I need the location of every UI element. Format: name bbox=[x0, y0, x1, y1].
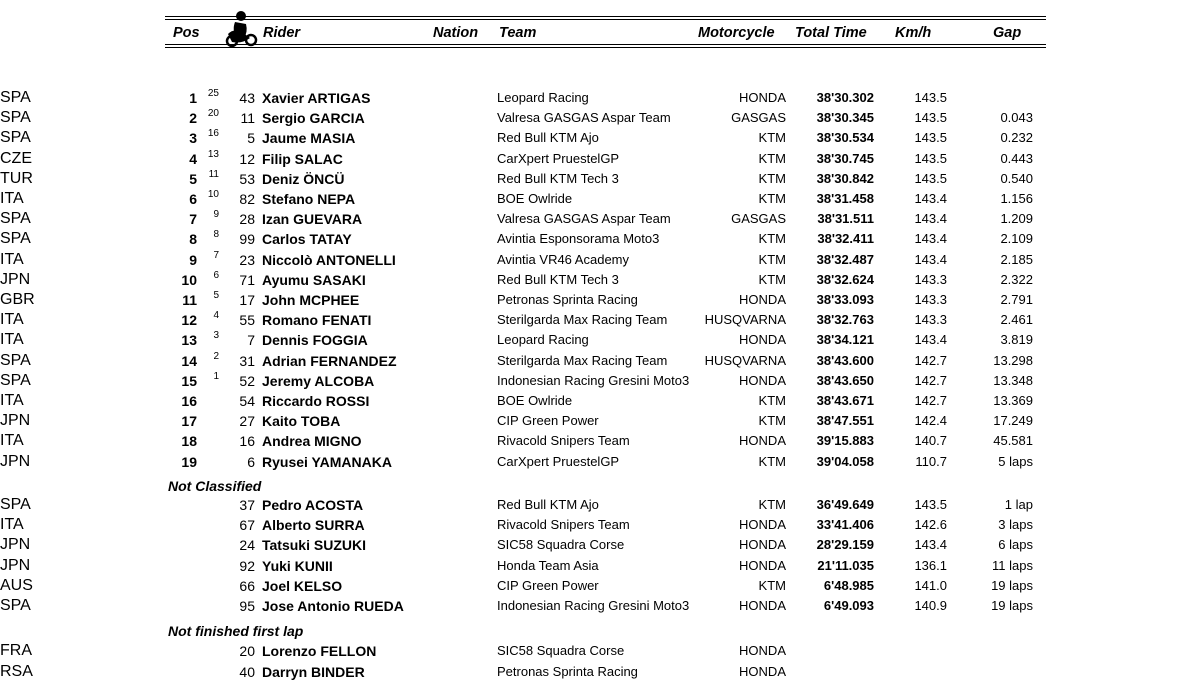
team-cell: Red Bull KTM Ajo bbox=[497, 497, 599, 512]
team-cell: Sterilgarda Max Racing Team bbox=[497, 312, 668, 328]
rider-number-cell: 40 bbox=[239, 663, 255, 680]
speed-cell: 142.7 bbox=[914, 393, 947, 408]
rider-number-cell: 28 bbox=[239, 211, 255, 228]
position-cell: 11 bbox=[182, 292, 197, 308]
total-time-cell: 6'48.985 bbox=[823, 577, 874, 593]
rider-name-cell: Filip SALAC bbox=[262, 150, 343, 167]
motorcycle-cell: KTM bbox=[758, 191, 786, 206]
team-cell: Red Bull KTM Tech 3 bbox=[497, 170, 619, 186]
team-cell: CarXpert PruestelGP bbox=[497, 453, 620, 469]
nation-cell: JPN bbox=[0, 536, 31, 554]
nation-cell: SPA bbox=[0, 89, 31, 106]
table-row bbox=[0, 371, 1200, 391]
rider-name-cell: Niccolò ANTONELLI bbox=[262, 251, 396, 268]
table-row bbox=[0, 431, 1200, 451]
rider-number-cell: 17 bbox=[239, 292, 255, 308]
points-cell: 5 bbox=[213, 290, 219, 301]
nation-cell: ITA bbox=[0, 311, 24, 329]
gap-cell: 2.185 bbox=[1000, 251, 1033, 267]
team-cell: Leopard Racing bbox=[497, 90, 589, 105]
rider-name-cell: Deniz ÖNCÜ bbox=[262, 170, 345, 187]
gap-cell: 3 laps bbox=[998, 517, 1033, 533]
position-cell: 13 bbox=[181, 332, 197, 349]
team-cell: Avintia VR46 Academy bbox=[497, 251, 629, 267]
table-row bbox=[0, 495, 1200, 515]
header-top-rule-inner bbox=[165, 19, 1046, 20]
motorcycle-cell: KTM bbox=[758, 453, 786, 469]
not-classified-title: Not Classified bbox=[168, 478, 262, 494]
nation-cell: SPA bbox=[0, 371, 31, 389]
table-row bbox=[0, 128, 1200, 148]
table-row bbox=[0, 515, 1200, 535]
position-cell: 8 bbox=[189, 231, 197, 248]
speed-cell: 143.4 bbox=[914, 251, 947, 267]
points-cell: 16 bbox=[207, 128, 219, 140]
rider-number-cell: 24 bbox=[239, 537, 255, 554]
total-time-cell: 38'47.551 bbox=[816, 413, 874, 429]
total-time-cell: 38'43.600 bbox=[816, 352, 874, 368]
gap-cell: 13.348 bbox=[993, 372, 1033, 388]
nation-cell: CZE bbox=[0, 149, 32, 167]
rider-number-cell: 95 bbox=[239, 598, 255, 614]
total-time-cell: 38'31.458 bbox=[816, 191, 874, 206]
rider-name-cell: Adrian FERNANDEZ bbox=[262, 352, 397, 369]
rider-number-cell: 55 bbox=[239, 312, 255, 329]
rider-number-cell: 20 bbox=[239, 643, 255, 659]
rider-name-cell: Ryusei YAMANAKA bbox=[262, 453, 392, 470]
speed-cell: 140.7 bbox=[914, 433, 947, 449]
rider-name-cell: John MCPHEE bbox=[262, 292, 360, 308]
speed-cell: 141.0 bbox=[914, 577, 947, 593]
position-cell: 6 bbox=[189, 191, 197, 207]
nation-cell: RSA bbox=[0, 662, 33, 680]
motorcycle-cell: KTM bbox=[758, 251, 786, 267]
motorcycle-cell: HUSQVARNA bbox=[704, 312, 786, 328]
rider-name-cell: Ayumu SASAKI bbox=[262, 271, 366, 288]
nation-cell: SPA bbox=[0, 230, 31, 248]
rider-number-cell: 11 bbox=[240, 110, 255, 127]
gap-cell: 2.322 bbox=[1000, 271, 1033, 287]
table-row bbox=[0, 229, 1200, 249]
rider-name-cell: Izan GUEVARA bbox=[262, 211, 363, 228]
total-time-cell: 38'43.650 bbox=[816, 372, 874, 388]
speed-cell: 143.5 bbox=[914, 150, 947, 166]
table-row bbox=[0, 391, 1200, 411]
rider-name-cell: Jose Antonio RUEDA bbox=[262, 598, 404, 614]
points-cell: 4 bbox=[213, 310, 219, 322]
header-rider: Rider bbox=[263, 25, 301, 41]
nation-cell: ITA bbox=[0, 516, 24, 534]
rider-name-cell: Xavier ARTIGAS bbox=[262, 90, 371, 106]
rider-number-cell: 52 bbox=[239, 372, 255, 389]
speed-cell: 143.5 bbox=[914, 90, 947, 105]
position-cell: 12 bbox=[181, 312, 197, 329]
header-bottom-rule-inner bbox=[165, 47, 1046, 48]
speed-cell: 143.4 bbox=[914, 231, 947, 247]
rider-name-cell: Jeremy ALCOBA bbox=[262, 372, 375, 389]
position-cell: 14 bbox=[181, 352, 197, 369]
team-cell: Valresa GASGAS Aspar Team bbox=[497, 211, 671, 227]
motorcycle-cell: HONDA bbox=[739, 557, 786, 573]
total-time-cell: 38'30.745 bbox=[816, 150, 874, 166]
table-row bbox=[0, 270, 1200, 290]
nation-cell: FRA bbox=[0, 642, 32, 659]
speed-cell: 143.3 bbox=[914, 292, 947, 307]
rider-number-cell: 92 bbox=[239, 557, 255, 574]
rider-name-cell: Tatsuki SUZUKI bbox=[262, 537, 366, 554]
team-cell: Indonesian Racing Gresini Moto3 bbox=[497, 372, 690, 388]
total-time-cell: 28'29.159 bbox=[816, 537, 874, 553]
motorcycle-rider-icon bbox=[220, 8, 260, 48]
team-cell: Honda Team Asia bbox=[497, 557, 599, 573]
total-time-cell: 39'15.883 bbox=[816, 433, 874, 449]
motorcycle-cell: GASGAS bbox=[731, 211, 786, 227]
speed-cell: 142.7 bbox=[914, 372, 947, 388]
speed-cell: 136.1 bbox=[914, 557, 947, 573]
speed-cell: 110.7 bbox=[915, 453, 947, 469]
speed-cell: 142.4 bbox=[914, 413, 947, 429]
motorcycle-cell: KTM bbox=[758, 497, 786, 512]
rider-number-cell: 7 bbox=[247, 332, 255, 349]
motorcycle-cell: HONDA bbox=[739, 663, 786, 679]
team-cell: Red Bull KTM Tech 3 bbox=[497, 271, 619, 287]
rider-name-cell: Alberto SURRA bbox=[262, 517, 365, 534]
gap-cell: 1 lap bbox=[1004, 497, 1033, 512]
table-row bbox=[0, 452, 1200, 472]
header-gap: Gap bbox=[993, 25, 1022, 41]
nation-cell: GBR bbox=[0, 291, 35, 308]
speed-cell: 143.4 bbox=[914, 211, 947, 227]
speed-cell: 143.4 bbox=[914, 191, 947, 206]
team-cell: BOE Owlride bbox=[497, 393, 573, 408]
header-top-rule bbox=[165, 16, 1046, 17]
motorcycle-cell: KTM bbox=[758, 231, 786, 247]
rider-number-cell: 16 bbox=[239, 433, 255, 450]
rider-number-cell: 54 bbox=[239, 393, 255, 409]
motorcycle-cell: HONDA bbox=[739, 537, 786, 553]
total-time-cell: 38'30.345 bbox=[816, 110, 874, 126]
position-cell: 16 bbox=[181, 393, 197, 409]
nation-cell: SPA bbox=[0, 109, 31, 127]
nation-cell: SPA bbox=[0, 351, 31, 369]
header-bottom-rule bbox=[165, 44, 1046, 45]
nation-cell: ITA bbox=[0, 190, 24, 207]
gap-cell: 2.791 bbox=[1000, 292, 1033, 307]
team-cell: BOE Owlride bbox=[497, 191, 573, 206]
total-time-cell: 38'32.763 bbox=[816, 312, 874, 328]
total-time-cell: 38'32.624 bbox=[816, 271, 874, 287]
position-cell: 7 bbox=[189, 211, 197, 228]
table-row bbox=[0, 596, 1200, 616]
table-row bbox=[0, 250, 1200, 270]
total-time-cell: 38'30.302 bbox=[816, 90, 874, 105]
header-total-time: Total Time bbox=[795, 25, 867, 41]
nation-cell: AUS bbox=[0, 576, 33, 594]
rider-number-cell: 5 bbox=[247, 130, 255, 147]
table-row bbox=[0, 411, 1200, 431]
position-cell: 17 bbox=[181, 413, 197, 430]
gap-cell: 2.109 bbox=[1000, 231, 1033, 247]
speed-cell: 143.5 bbox=[914, 497, 947, 512]
gap-cell: 17.249 bbox=[993, 413, 1033, 429]
rider-name-cell: Pedro ACOSTA bbox=[262, 497, 364, 513]
speed-cell: 143.4 bbox=[914, 537, 947, 553]
motorcycle-cell: HONDA bbox=[739, 517, 786, 533]
total-time-cell: 38'34.121 bbox=[816, 332, 874, 348]
motorcycle-cell: KTM bbox=[758, 413, 786, 429]
rider-number-cell: 66 bbox=[239, 577, 255, 594]
gap-cell: 0.443 bbox=[1000, 150, 1033, 166]
total-time-cell: 38'32.411 bbox=[817, 231, 874, 247]
rider-number-cell: 23 bbox=[239, 251, 255, 268]
nation-cell: JPN bbox=[0, 452, 31, 470]
speed-cell: 143.5 bbox=[914, 170, 947, 186]
rider-name-cell: Yuki KUNII bbox=[262, 557, 333, 574]
motorcycle-cell: HUSQVARNA bbox=[704, 352, 786, 368]
points-cell: 6 bbox=[213, 269, 219, 281]
rider-name-cell: Lorenzo FELLON bbox=[262, 643, 377, 659]
nation-cell: TUR bbox=[0, 169, 33, 187]
points-cell: 10 bbox=[207, 189, 219, 200]
motorcycle-cell: HONDA bbox=[739, 372, 786, 388]
total-time-cell: 39'04.058 bbox=[816, 453, 874, 469]
team-cell: Leopard Racing bbox=[497, 332, 589, 348]
position-cell: 10 bbox=[181, 271, 197, 288]
total-time-cell: 36'49.649 bbox=[816, 497, 874, 512]
team-cell: Petronas Sprinta Racing bbox=[497, 663, 638, 679]
rider-name-cell: Riccardo ROSSI bbox=[262, 393, 370, 409]
team-cell: Indonesian Racing Gresini Moto3 bbox=[497, 598, 690, 613]
header-motorcycle: Motorcycle bbox=[698, 25, 775, 41]
team-cell: CIP Green Power bbox=[497, 577, 599, 593]
rider-name-cell: Jaume MASIA bbox=[262, 130, 356, 147]
points-cell: 2 bbox=[213, 350, 219, 362]
table-row bbox=[0, 290, 1200, 310]
header-nation: Nation bbox=[433, 25, 479, 41]
motorcycle-cell: HONDA bbox=[739, 332, 786, 348]
table-row bbox=[0, 330, 1200, 350]
gap-cell: 1.156 bbox=[1000, 191, 1033, 206]
gap-cell: 11 laps bbox=[992, 557, 1033, 573]
table-row bbox=[0, 535, 1200, 555]
nation-cell: ITA bbox=[0, 331, 24, 349]
total-time-cell: 38'30.842 bbox=[816, 170, 874, 186]
speed-cell: 143.5 bbox=[914, 110, 947, 126]
points-cell: 25 bbox=[207, 88, 219, 99]
team-cell: CIP Green Power bbox=[497, 413, 599, 429]
table-row bbox=[0, 576, 1200, 596]
speed-cell: 143.4 bbox=[914, 332, 947, 348]
table-row bbox=[0, 169, 1200, 189]
nation-cell: SPA bbox=[0, 210, 31, 228]
rider-number-cell: 82 bbox=[239, 191, 255, 207]
motorcycle-cell: HONDA bbox=[739, 90, 786, 105]
nation-cell: ITA bbox=[0, 250, 24, 268]
header-kmh: Km/h bbox=[895, 25, 932, 41]
nation-cell: ITA bbox=[0, 392, 24, 409]
team-cell: CarXpert PruestelGP bbox=[497, 150, 620, 166]
motorcycle-cell: HONDA bbox=[739, 292, 786, 307]
table-row bbox=[0, 149, 1200, 169]
team-cell: Petronas Sprinta Racing bbox=[497, 292, 638, 307]
motorcycle-cell: GASGAS bbox=[731, 110, 786, 126]
table-row bbox=[0, 209, 1200, 229]
points-cell: 8 bbox=[213, 229, 219, 241]
position-cell: 19 bbox=[181, 453, 197, 470]
points-cell: 11 bbox=[208, 168, 219, 180]
header-team: Team bbox=[499, 25, 537, 41]
header-pos: Pos bbox=[173, 25, 200, 41]
points-cell: 7 bbox=[213, 249, 219, 261]
table-row bbox=[0, 189, 1200, 209]
rider-number-cell: 67 bbox=[239, 517, 255, 534]
table-row bbox=[0, 641, 1200, 661]
points-cell: 20 bbox=[207, 108, 219, 120]
table-row bbox=[0, 88, 1200, 108]
total-time-cell: 38'30.534 bbox=[816, 130, 874, 146]
gap-cell: 13.369 bbox=[993, 393, 1033, 408]
motorcycle-cell: HONDA bbox=[739, 598, 786, 613]
motorcycle-cell: KTM bbox=[758, 130, 786, 146]
position-cell: 5 bbox=[189, 170, 197, 187]
motorcycle-cell: HONDA bbox=[739, 643, 786, 658]
position-cell: 2 bbox=[189, 110, 197, 127]
rider-number-cell: 12 bbox=[239, 150, 255, 167]
total-time-cell: 38'31.511 bbox=[817, 211, 874, 227]
gap-cell: 6 laps bbox=[998, 537, 1033, 553]
gap-cell: 5 laps bbox=[998, 453, 1033, 469]
gap-cell: 2.461 bbox=[1000, 312, 1033, 328]
nation-cell: SPA bbox=[0, 496, 31, 513]
rider-number-cell: 37 bbox=[239, 497, 255, 513]
motorcycle-cell: KTM bbox=[758, 393, 786, 408]
table-row bbox=[0, 108, 1200, 128]
position-cell: 1 bbox=[189, 90, 197, 106]
total-time-cell: 33'41.406 bbox=[816, 517, 874, 533]
table-row bbox=[0, 351, 1200, 371]
gap-cell: 13.298 bbox=[993, 352, 1033, 368]
gap-cell: 45.581 bbox=[993, 433, 1033, 449]
total-time-cell: 21'11.035 bbox=[817, 557, 874, 573]
total-time-cell: 6'49.093 bbox=[823, 598, 874, 613]
rider-number-cell: 6 bbox=[247, 453, 255, 470]
rider-name-cell: Romano FENATI bbox=[262, 312, 372, 329]
table-row bbox=[0, 310, 1200, 330]
team-cell: Avintia Esponsorama Moto3 bbox=[497, 231, 660, 247]
rider-number-cell: 31 bbox=[239, 352, 255, 369]
rider-name-cell: Carlos TATAY bbox=[262, 231, 352, 248]
speed-cell: 143.3 bbox=[914, 312, 947, 328]
points-cell: 9 bbox=[213, 209, 219, 221]
rider-name-cell: Sergio GARCIA bbox=[262, 110, 365, 127]
speed-cell: 142.6 bbox=[914, 517, 947, 533]
total-time-cell: 38'43.671 bbox=[816, 393, 874, 408]
team-cell: Rivacold Snipers Team bbox=[497, 517, 630, 533]
table-row bbox=[0, 556, 1200, 576]
rider-name-cell: Andrea MIGNO bbox=[262, 433, 362, 450]
speed-cell: 143.3 bbox=[914, 271, 947, 287]
gap-cell: 1.209 bbox=[1000, 211, 1033, 227]
gap-cell: 0.540 bbox=[1000, 170, 1033, 186]
gap-cell: 0.232 bbox=[1000, 130, 1033, 146]
nation-cell: JPN bbox=[0, 556, 31, 574]
team-cell: SIC58 Squadra Corse bbox=[497, 643, 625, 658]
rider-name-cell: Darryn BINDER bbox=[262, 663, 365, 680]
motorcycle-cell: HONDA bbox=[739, 433, 786, 449]
table-row bbox=[0, 662, 1200, 682]
rider-number-cell: 71 bbox=[239, 271, 255, 288]
team-cell: Sterilgarda Max Racing Team bbox=[497, 352, 668, 368]
points-cell: 3 bbox=[213, 330, 219, 342]
motorcycle-cell: KTM bbox=[758, 150, 786, 166]
nation-cell: SPA bbox=[0, 129, 31, 147]
rider-number-cell: 99 bbox=[239, 231, 255, 248]
speed-cell: 140.9 bbox=[914, 598, 947, 613]
position-cell: 15 bbox=[181, 372, 197, 389]
total-time-cell: 38'32.487 bbox=[816, 251, 874, 267]
nation-cell: JPN bbox=[0, 270, 31, 288]
nation-cell: SPA bbox=[0, 597, 31, 614]
motorcycle-cell: KTM bbox=[758, 170, 786, 186]
position-cell: 18 bbox=[181, 433, 197, 450]
speed-cell: 143.5 bbox=[914, 130, 947, 146]
rider-name-cell: Joel KELSO bbox=[262, 577, 343, 594]
gap-cell: 19 laps bbox=[991, 598, 1033, 613]
rider-name-cell: Stefano NEPA bbox=[262, 191, 356, 207]
gap-cell: 0.043 bbox=[1000, 110, 1033, 126]
gap-cell: 3.819 bbox=[1000, 332, 1033, 348]
points-cell: 13 bbox=[207, 148, 219, 160]
rider-number-cell: 43 bbox=[239, 90, 255, 106]
rider-name-cell: Dennis FOGGIA bbox=[262, 332, 368, 349]
motorcycle-cell: KTM bbox=[758, 271, 786, 287]
total-time-cell: 38'33.093 bbox=[816, 292, 874, 307]
speed-cell: 142.7 bbox=[914, 352, 947, 368]
rider-name-cell: Kaito TOBA bbox=[262, 413, 341, 430]
team-cell: Rivacold Snipers Team bbox=[497, 433, 630, 449]
position-cell: 3 bbox=[189, 130, 197, 147]
nation-cell: JPN bbox=[0, 412, 31, 430]
rider-number-cell: 53 bbox=[239, 170, 255, 187]
team-cell: SIC58 Squadra Corse bbox=[497, 537, 625, 553]
team-cell: Valresa GASGAS Aspar Team bbox=[497, 110, 671, 126]
team-cell: Red Bull KTM Ajo bbox=[497, 130, 599, 146]
position-cell: 4 bbox=[189, 150, 197, 167]
gap-cell: 19 laps bbox=[991, 577, 1033, 593]
not-finished-title: Not finished first lap bbox=[168, 623, 304, 639]
position-cell: 9 bbox=[189, 251, 197, 268]
rider-number-cell: 27 bbox=[239, 413, 255, 430]
points-cell: 1 bbox=[213, 370, 219, 382]
motorcycle-cell: KTM bbox=[758, 577, 786, 593]
nation-cell: ITA bbox=[0, 432, 24, 450]
